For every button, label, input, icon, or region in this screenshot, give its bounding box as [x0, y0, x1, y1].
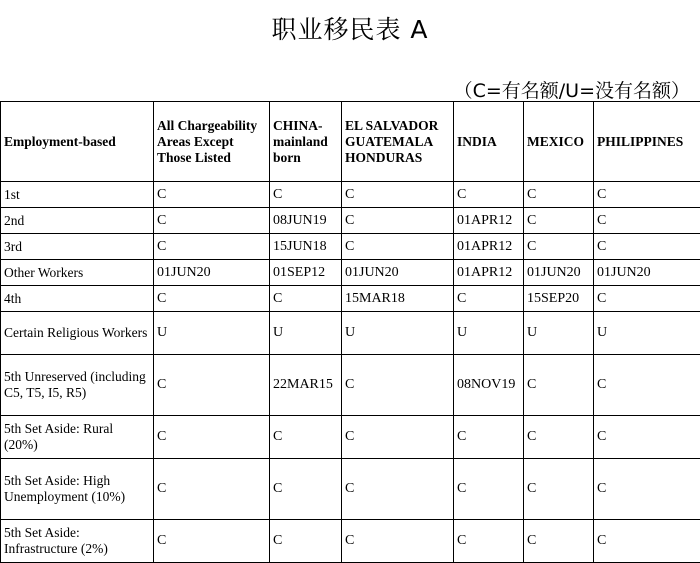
table-row — [1, 459, 700, 520]
row-label: Certain Religious Workers — [1, 312, 154, 355]
table-cell: 15MAR18 — [342, 286, 454, 312]
table-cell: C — [270, 182, 342, 208]
header-row — [1, 102, 700, 182]
row-label: 5th Set Aside: High Unemployment (10%) — [1, 459, 154, 520]
table-cell: C — [524, 182, 594, 208]
column-header: PHILIPPINES — [594, 102, 700, 182]
table-cell: U — [154, 312, 270, 355]
column-header: CHINA-mainland born — [270, 102, 342, 182]
table-cell: C — [454, 416, 524, 459]
row-label: 4th — [1, 286, 154, 312]
table-cell: C — [270, 520, 342, 563]
table-cell: 08NOV19 — [454, 355, 524, 416]
row-label: 3rd — [1, 234, 154, 260]
table-cell: 15SEP20 — [524, 286, 594, 312]
table-cell: C — [154, 208, 270, 234]
table-cell: C — [594, 355, 700, 416]
table-cell: 01APR12 — [454, 234, 524, 260]
table-row — [1, 355, 700, 416]
table-cell: C — [342, 182, 454, 208]
table-row — [1, 234, 700, 260]
table-cell: C — [594, 208, 700, 234]
legend-note: （C=有名额/U=没有名额） — [454, 76, 690, 103]
table-cell: U — [342, 312, 454, 355]
table-cell: 01JUN20 — [342, 260, 454, 286]
table-cell: 22MAR15 — [270, 355, 342, 416]
table-cell: 01JUN20 — [594, 260, 700, 286]
row-label: 5th Set Aside: Rural (20%) — [1, 416, 154, 459]
row-label: Other Workers — [1, 260, 154, 286]
table-cell: C — [524, 355, 594, 416]
table-cell: C — [454, 459, 524, 520]
table-row — [1, 286, 700, 312]
page-title: 职业移民表 A — [0, 10, 700, 46]
table-cell: 01APR12 — [454, 260, 524, 286]
table-cell: C — [524, 234, 594, 260]
table-cell: C — [524, 459, 594, 520]
table-cell: 01SEP12 — [270, 260, 342, 286]
table-cell: C — [154, 459, 270, 520]
table-row — [1, 520, 700, 563]
table-row — [1, 312, 700, 355]
table-cell: 01JUN20 — [524, 260, 594, 286]
table-cell: C — [154, 416, 270, 459]
table-cell: C — [154, 286, 270, 312]
visa-bulletin-table — [0, 101, 700, 563]
table-cell: 01JUN20 — [154, 260, 270, 286]
table-cell: C — [454, 182, 524, 208]
table-row — [1, 182, 700, 208]
table-cell: C — [154, 355, 270, 416]
row-label: 5th Set Aside: Infrastructure (2%) — [1, 520, 154, 563]
column-header: INDIA — [454, 102, 524, 182]
table-cell: C — [342, 355, 454, 416]
column-header: All Chargeability Areas Except Those Listed — [154, 102, 270, 182]
table-cell: U — [270, 312, 342, 355]
column-header: EL SALVADOR GUATEMALA HONDURAS — [342, 102, 454, 182]
table-cell: C — [342, 459, 454, 520]
row-label: 5th Unreserved (including C5, T5, I5, R5) — [1, 355, 154, 416]
table-row — [1, 208, 700, 234]
table-cell: 01APR12 — [454, 208, 524, 234]
table-cell: C — [154, 520, 270, 563]
table-cell: C — [454, 286, 524, 312]
table-cell: C — [524, 416, 594, 459]
table-cell: C — [594, 520, 700, 563]
table-cell: C — [342, 234, 454, 260]
column-header: MEXICO — [524, 102, 594, 182]
row-label: 1st — [1, 182, 154, 208]
table-cell: C — [342, 208, 454, 234]
table-cell: C — [594, 459, 700, 520]
table-cell: C — [524, 520, 594, 563]
table-cell: C — [154, 234, 270, 260]
table-cell: C — [594, 234, 700, 260]
table-cell: C — [270, 459, 342, 520]
table-cell: C — [154, 182, 270, 208]
column-header: Employment-based — [1, 102, 154, 182]
table-cell: U — [594, 312, 700, 355]
table-cell: U — [454, 312, 524, 355]
table-cell: C — [270, 416, 342, 459]
table-cell: C — [524, 208, 594, 234]
row-label: 2nd — [1, 208, 154, 234]
table-cell: U — [524, 312, 594, 355]
table-cell: C — [454, 520, 524, 563]
table-cell: C — [594, 286, 700, 312]
table-row — [1, 260, 700, 286]
table-cell: 08JUN19 — [270, 208, 342, 234]
table-cell: C — [270, 286, 342, 312]
table-cell: C — [342, 520, 454, 563]
table-cell: C — [342, 416, 454, 459]
table-cell: C — [594, 182, 700, 208]
table-row — [1, 416, 700, 459]
table-cell: C — [594, 416, 700, 459]
table-cell: 15JUN18 — [270, 234, 342, 260]
